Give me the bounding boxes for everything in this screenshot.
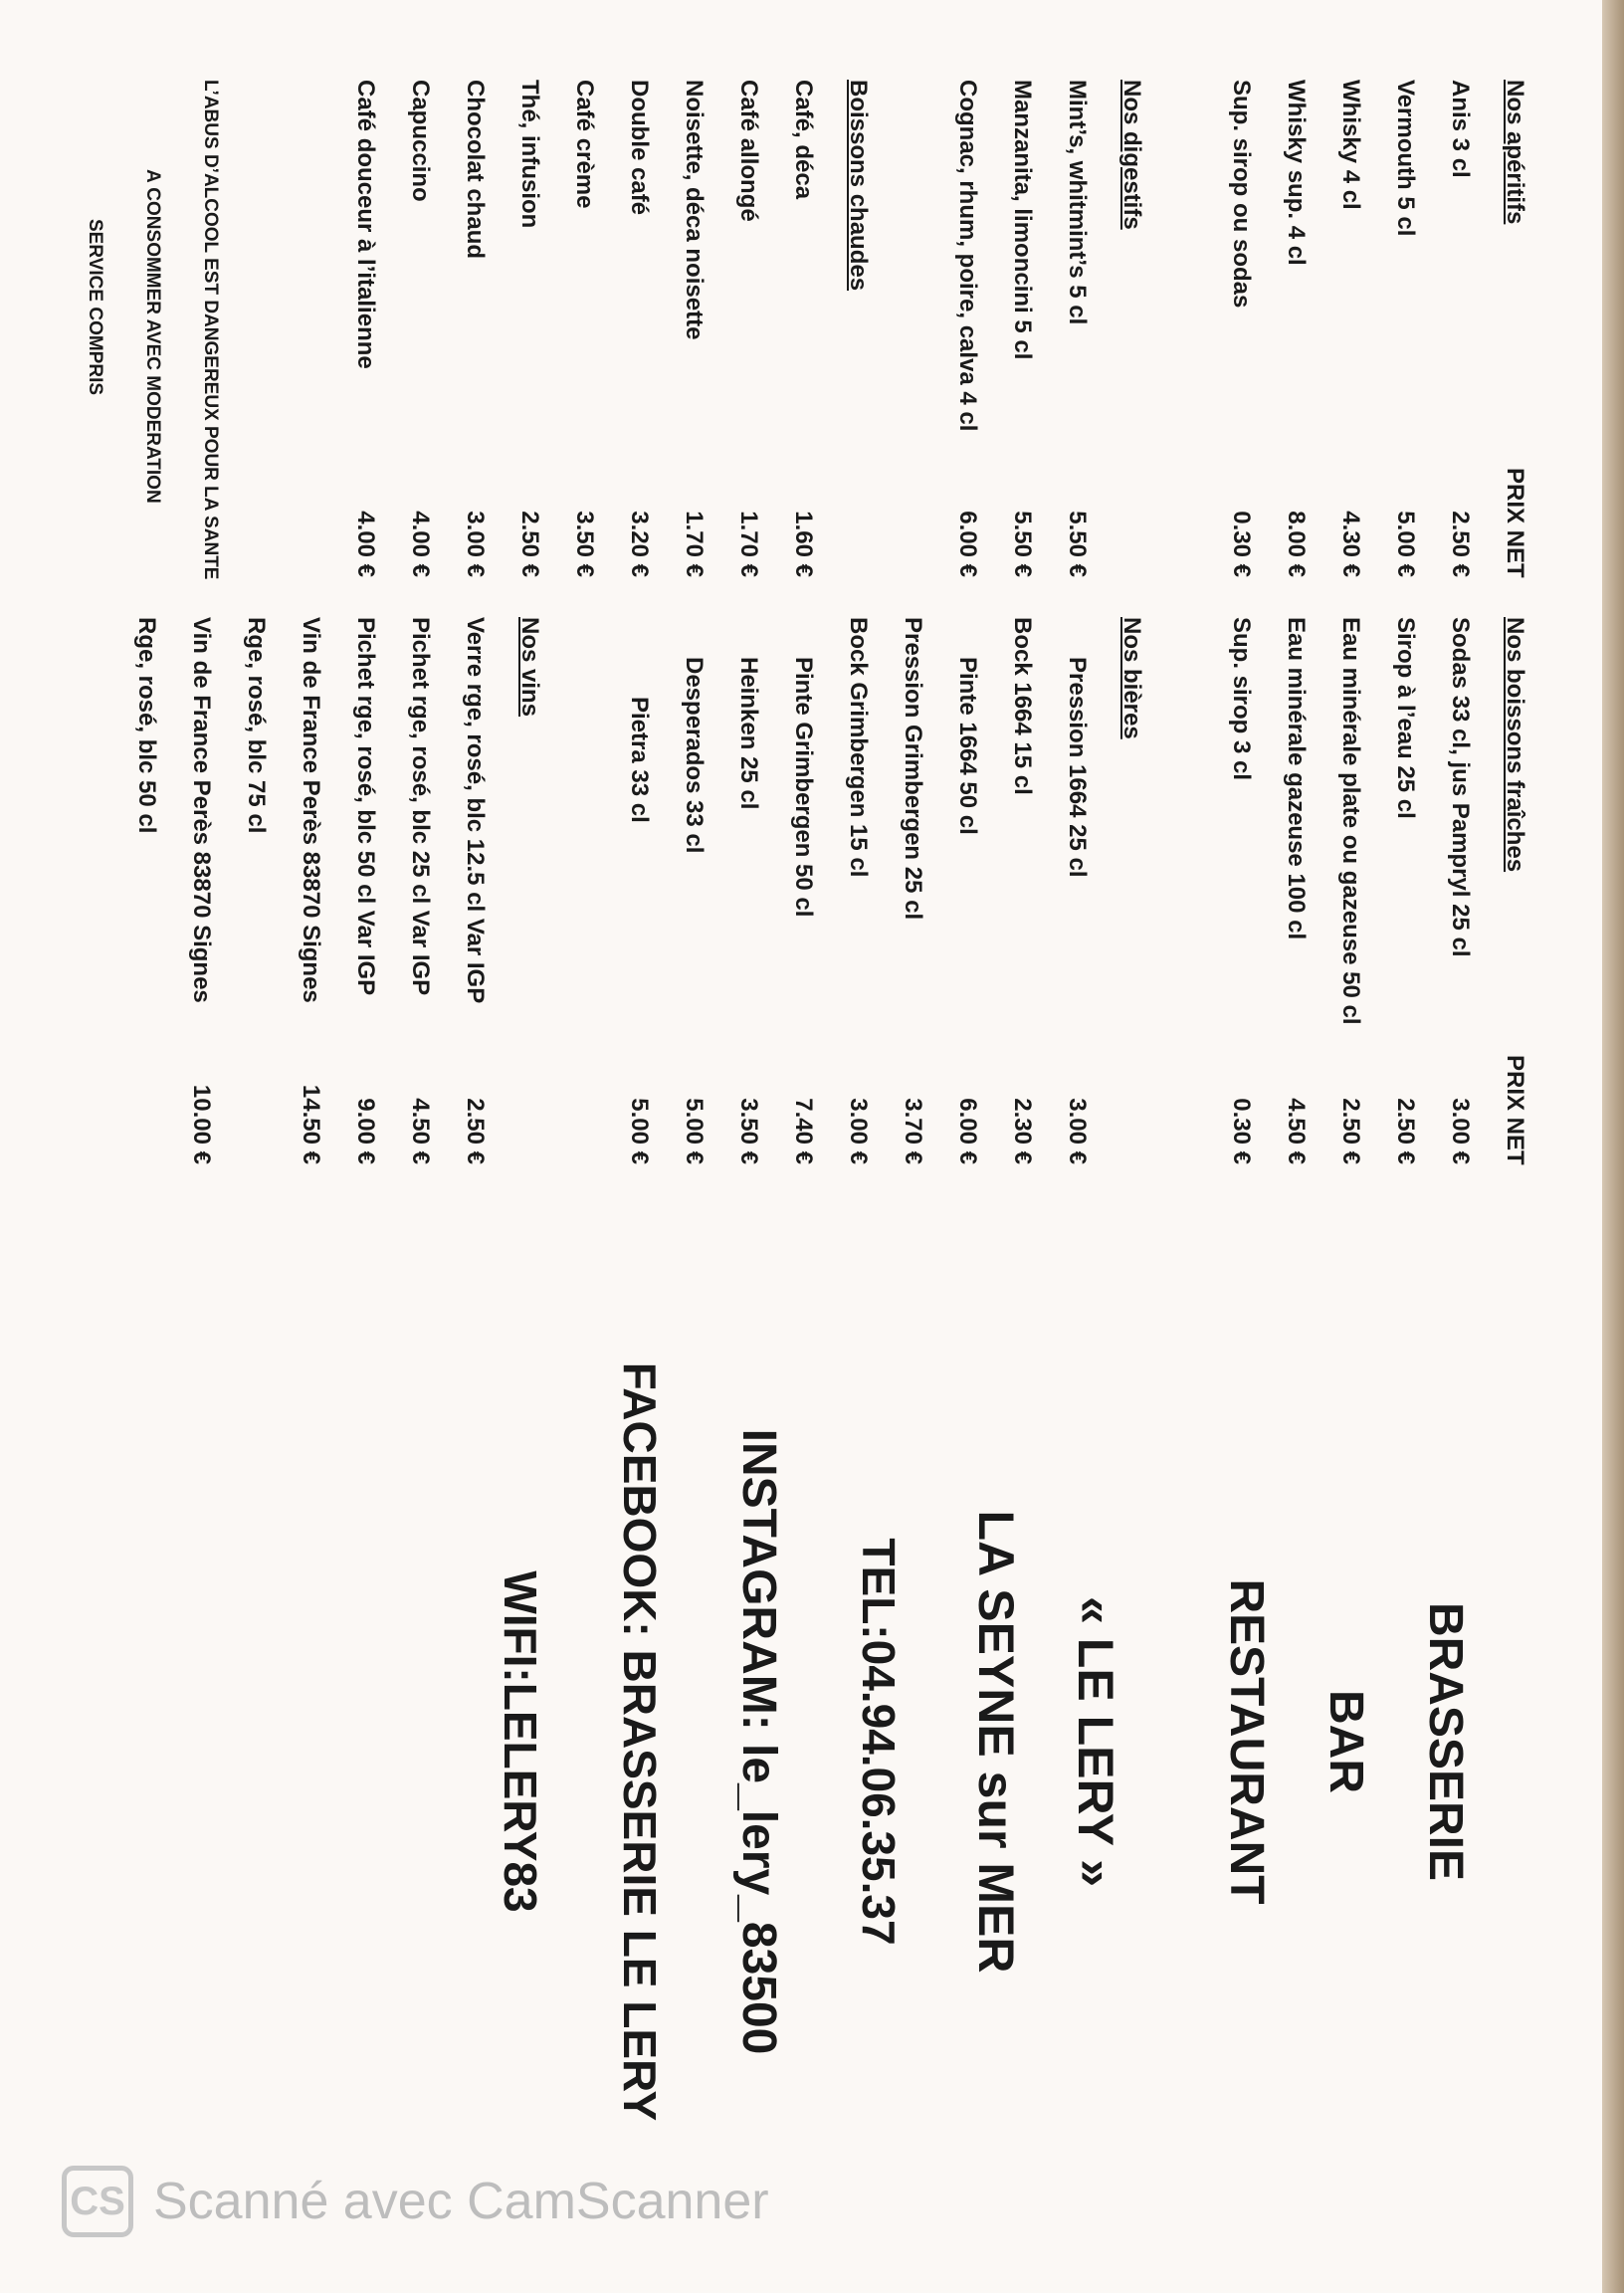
item-name: Vin de France Perès 83870 Signes xyxy=(298,617,324,1003)
item-price: 0.30 € xyxy=(1228,1098,1255,1164)
item-name: Mint’s, whitmint’s 5 cl xyxy=(1064,80,1091,325)
venue-name: « LE LERY » xyxy=(1068,1596,1123,1887)
item-name: Pression Grimbergen 25 cl xyxy=(900,617,926,921)
item-name: Sup. sirop ou sodas xyxy=(1228,80,1255,309)
item-price: 5.50 € xyxy=(1009,511,1036,577)
item-name: Café douceur à l’italienne xyxy=(352,80,379,369)
menu-item xyxy=(1433,617,1488,1373)
item-price: 3.00 € xyxy=(462,511,489,577)
item-name: Anis 3 cl xyxy=(1447,80,1474,178)
menu-item xyxy=(1050,617,1105,1373)
menu-item xyxy=(667,617,721,1373)
cold-drinks-header xyxy=(1488,617,1542,1373)
item-name: Capuccino xyxy=(407,80,434,202)
item-price: 4.00 € xyxy=(407,511,434,577)
service-line: SERVICE COMPRIS xyxy=(85,219,105,396)
item-price: 5.50 € xyxy=(1064,511,1091,577)
item-name: Eau minérale gazeuse 100 cl xyxy=(1283,617,1310,940)
middle-column xyxy=(119,617,1542,1373)
item-name: Verre rge, rosé, blc 12.5 cl Var IGP xyxy=(462,617,489,1004)
item-price: 7.40 € xyxy=(790,1098,817,1164)
menu-item xyxy=(995,617,1050,1373)
venue-phone: TEL:04.94.06.35.37 xyxy=(853,1538,905,1946)
item-price: 10.00 € xyxy=(188,1084,215,1164)
menu-item xyxy=(831,617,886,1373)
menu-item xyxy=(284,617,338,1373)
camscanner-logo-icon: CS xyxy=(62,2166,133,2237)
camscanner-watermark xyxy=(62,2162,957,2241)
wifi-password: WIFI:LELERY83 xyxy=(495,1570,546,1913)
menu-item xyxy=(1323,617,1378,1373)
section-title: Nos apéritifs xyxy=(1502,80,1528,225)
item-name: Vin de France Perès 83870 Signes xyxy=(188,617,215,1003)
item-name: Pinte Grimbergen 50 cl xyxy=(790,657,817,918)
instagram-handle: INSTAGRAM: le_lery_83500 xyxy=(732,1428,785,2055)
item-price: 0.30 € xyxy=(1228,511,1255,577)
item-name: Sirop à l’eau 25 cl xyxy=(1392,617,1419,819)
menu-item xyxy=(393,617,448,1373)
item-name: Pichet rge, rosé, blc 25 cl Var IGP xyxy=(407,617,434,996)
item-name: Eau minérale plate ou gazeuse 50 cl xyxy=(1337,617,1364,1025)
brasserie-title: BRASSERIE xyxy=(1419,1601,1472,1882)
item-price: 3.50 € xyxy=(735,1098,762,1164)
item-name: Sodas 33 cl, jus Pampryl 25 cl xyxy=(1447,617,1474,957)
item-price: 3.70 € xyxy=(900,1098,926,1164)
item-price: 3.20 € xyxy=(626,511,653,577)
item-price: 4.00 € xyxy=(352,511,379,577)
menu-item xyxy=(940,617,995,1373)
bar-title: BAR xyxy=(1320,1690,1372,1793)
item-name: Pinte 1664 50 cl xyxy=(954,657,981,835)
item-name: Pichet rge, rosé, blc 50 cl Var IGP xyxy=(352,617,379,996)
item-name: Rge, rosé, blc 75 cl xyxy=(243,617,270,834)
menu-item xyxy=(612,617,667,1373)
spacer xyxy=(557,617,612,1373)
watermark-text: Scanné avec CamScanner xyxy=(153,2173,769,2230)
menu-item xyxy=(1214,617,1269,1373)
item-price: 14.50 € xyxy=(298,1084,324,1164)
menu-item xyxy=(448,617,503,1373)
item-price: 2.30 € xyxy=(1009,1098,1036,1164)
item-price: 3.00 € xyxy=(845,1098,872,1164)
item-price: 8.00 € xyxy=(1283,511,1310,577)
menu-item xyxy=(1378,617,1433,1373)
item-name: Sup. sirop 3 cl xyxy=(1228,617,1255,781)
section-title: Boissons chaudes xyxy=(845,80,872,292)
item-name: Double café xyxy=(626,80,653,216)
menu-item xyxy=(721,617,776,1373)
section-title: Nos boissons fraîches xyxy=(1502,617,1528,873)
warning-line: L’ABUS D’ALCOOL EST DANGEREUX POUR LA SANTE xyxy=(200,80,221,580)
menu-item xyxy=(886,617,940,1373)
item-name: Cognac, rhum, poire, calva 4 cl xyxy=(954,80,981,432)
item-name: Manzanita, limoncini 5 cl xyxy=(1009,80,1036,360)
section-title: Nos bières xyxy=(1118,617,1145,739)
brand-panel xyxy=(50,1294,1542,2189)
item-name: Café allongé xyxy=(735,80,762,222)
venue-city: LA SEYNE sur MER xyxy=(968,1510,1024,1974)
price-header: PRIX NET xyxy=(1502,468,1528,578)
item-price: 2.50 € xyxy=(462,1098,489,1164)
item-name: Rge, rosé, blc 50 cl xyxy=(133,617,160,834)
section-title: Nos vins xyxy=(516,617,543,718)
price-header: PRIX NET xyxy=(1502,1055,1528,1165)
item-price: 3.50 € xyxy=(571,511,598,577)
item-price: 5.00 € xyxy=(1392,511,1419,577)
item-price: 1.70 € xyxy=(735,511,762,577)
alcohol-warning xyxy=(66,80,239,796)
item-name: Whisky sup. 4 cl xyxy=(1283,80,1310,266)
item-price: 9.00 € xyxy=(352,1098,379,1164)
item-name: Pression 1664 25 cl xyxy=(1064,657,1091,878)
section-title: Nos digestifs xyxy=(1118,80,1145,230)
item-name: Chocolat chaud xyxy=(462,80,489,260)
item-price: 4.50 € xyxy=(1283,1098,1310,1164)
item-price: 6.00 € xyxy=(954,511,981,577)
restaurant-title: RESTAURANT xyxy=(1220,1578,1273,1905)
item-name: Café crème xyxy=(571,80,598,209)
item-price: 5.00 € xyxy=(681,1098,708,1164)
menu-item xyxy=(1269,617,1323,1373)
item-price: 4.50 € xyxy=(407,1098,434,1164)
item-name: Café, déca xyxy=(790,80,817,200)
moderation-line: A CONSOMMER AVEC MODERATION xyxy=(142,169,163,504)
menu-item xyxy=(776,617,831,1373)
menu-item xyxy=(338,617,393,1373)
wines-header xyxy=(503,617,557,1373)
item-name: Noisette, déca noisette xyxy=(681,80,708,340)
beers-header xyxy=(1105,617,1159,1373)
item-price: 2.50 € xyxy=(1447,511,1474,577)
item-price: 1.70 € xyxy=(681,511,708,577)
item-name: Pietra 33 cl xyxy=(626,697,653,823)
item-name: Whisky 4 cl xyxy=(1337,80,1364,210)
item-price: 3.00 € xyxy=(1064,1098,1091,1164)
item-price: 3.00 € xyxy=(1447,1098,1474,1164)
item-name: Vermouth 5 cl xyxy=(1392,80,1419,237)
item-name: Bock Grimbergen 15 cl xyxy=(845,617,872,878)
item-name: Heinken 25 cl xyxy=(735,657,762,810)
item-price: 5.00 € xyxy=(626,1098,653,1164)
item-price: 6.00 € xyxy=(954,1098,981,1164)
item-price: 2.50 € xyxy=(1392,1098,1419,1164)
item-name: Thé, infusion xyxy=(516,80,543,229)
item-name: Desperados 33 cl xyxy=(681,657,708,854)
facebook-page: FACEBOOK: BRASSERIE LE LERY xyxy=(614,1361,666,2122)
item-price: 4.30 € xyxy=(1337,511,1364,577)
spacer xyxy=(1159,617,1214,1373)
item-name: Bock 1664 15 cl xyxy=(1009,617,1036,795)
item-price: 2.50 € xyxy=(516,511,543,577)
item-price: 2.50 € xyxy=(1337,1098,1364,1164)
paper-edge xyxy=(1602,0,1624,2293)
item-price: 1.60 € xyxy=(790,511,817,577)
